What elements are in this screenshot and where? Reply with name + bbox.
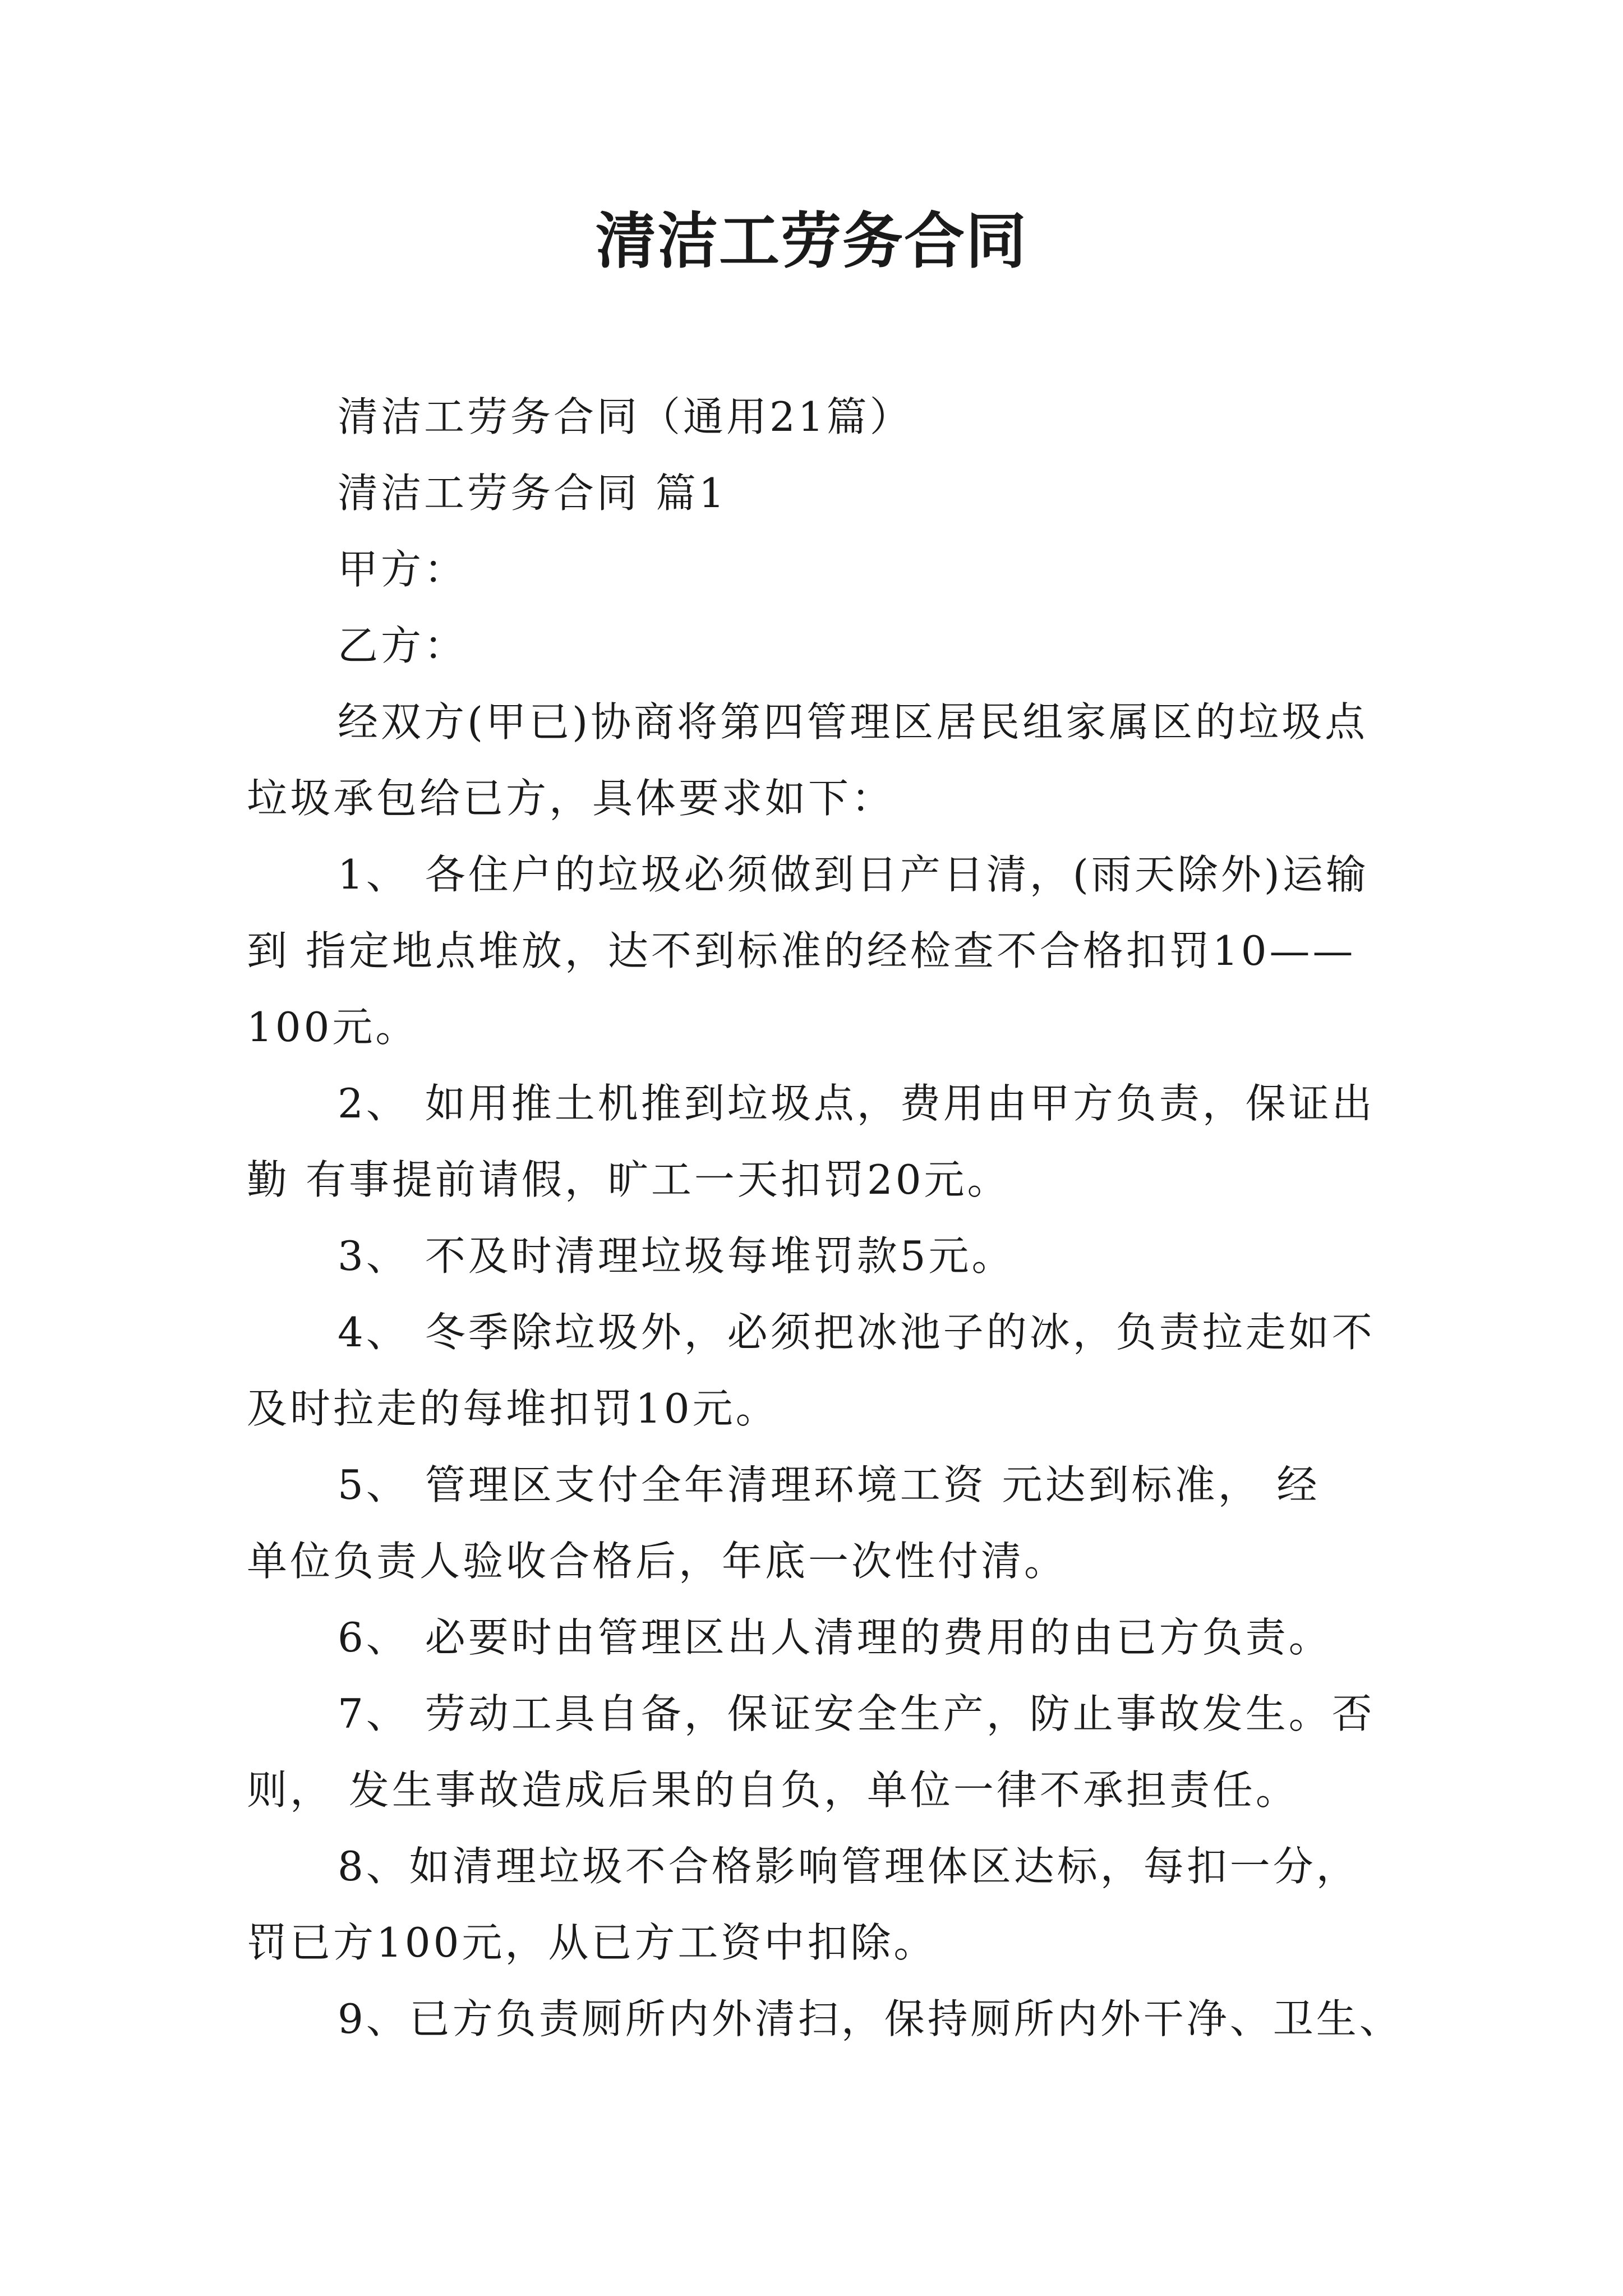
text-line: 到 指定地点堆放，达不到标准的经检查不合格扣罚10——	[247, 927, 1356, 974]
text-line: 勤 有事提前请假，旷工一天扣罚20元。	[247, 1156, 1011, 1203]
text-line: 2、 如用推土机推到垃圾点，费用由甲方负责，保证出	[338, 1080, 1375, 1127]
text-line: 4、 冬季除垃圾外，必须把冰池子的冰，负责拉走如不	[338, 1309, 1375, 1356]
text-line: 乙方：	[338, 622, 468, 669]
text-line: 3、 不及时清理垃圾每堆罚款5元。	[338, 1232, 1015, 1280]
text-line: 8、如清理垃圾不合格影响管理体区达标，每扣一分，	[338, 1843, 1359, 1890]
text-line: 100元。	[247, 1004, 419, 1051]
text-line: 清洁工劳务合同 篇1	[338, 470, 727, 517]
document-body	[247, 379, 1403, 2057]
text-line: 5、 管理区支付全年清理环境工资 元达到标准， 经	[338, 1461, 1320, 1508]
text-line: 垃圾承包给已方，具体要求如下：	[247, 775, 895, 822]
text-line: 6、 必要时由管理区出人清理的费用的由已方负责。	[338, 1614, 1332, 1661]
text-line: 罚已方100元，从已方工资中扣除。	[247, 1919, 937, 1966]
text-line: 甲方：	[338, 546, 468, 593]
text-line: 1、 各住户的垃圾必须做到日产日清，(雨天除外)运输	[338, 851, 1369, 898]
text-line: 及时拉走的每堆扣罚10元。	[247, 1385, 779, 1432]
text-line: 则， 发生事故造成后果的自负，单位一律不承担责任。	[247, 1766, 1299, 1814]
text-line: 清洁工劳务合同（通用21篇）	[338, 393, 913, 440]
text-line: 9、已方负责厕所内外清扫，保持厕所内外干净、卫生、	[338, 1995, 1403, 2042]
text-line: 经双方(甲已)协商将第四管理区居民组家属区的垃圾点	[338, 698, 1368, 746]
text-line: 7、 劳动工具自备，保证安全生产，防止事故发生。否	[338, 1690, 1375, 1737]
text-line: 单位负责人验收合格后，年底一次性付清。	[247, 1538, 1068, 1585]
document-title: 清洁工劳务合同	[595, 206, 1027, 277]
